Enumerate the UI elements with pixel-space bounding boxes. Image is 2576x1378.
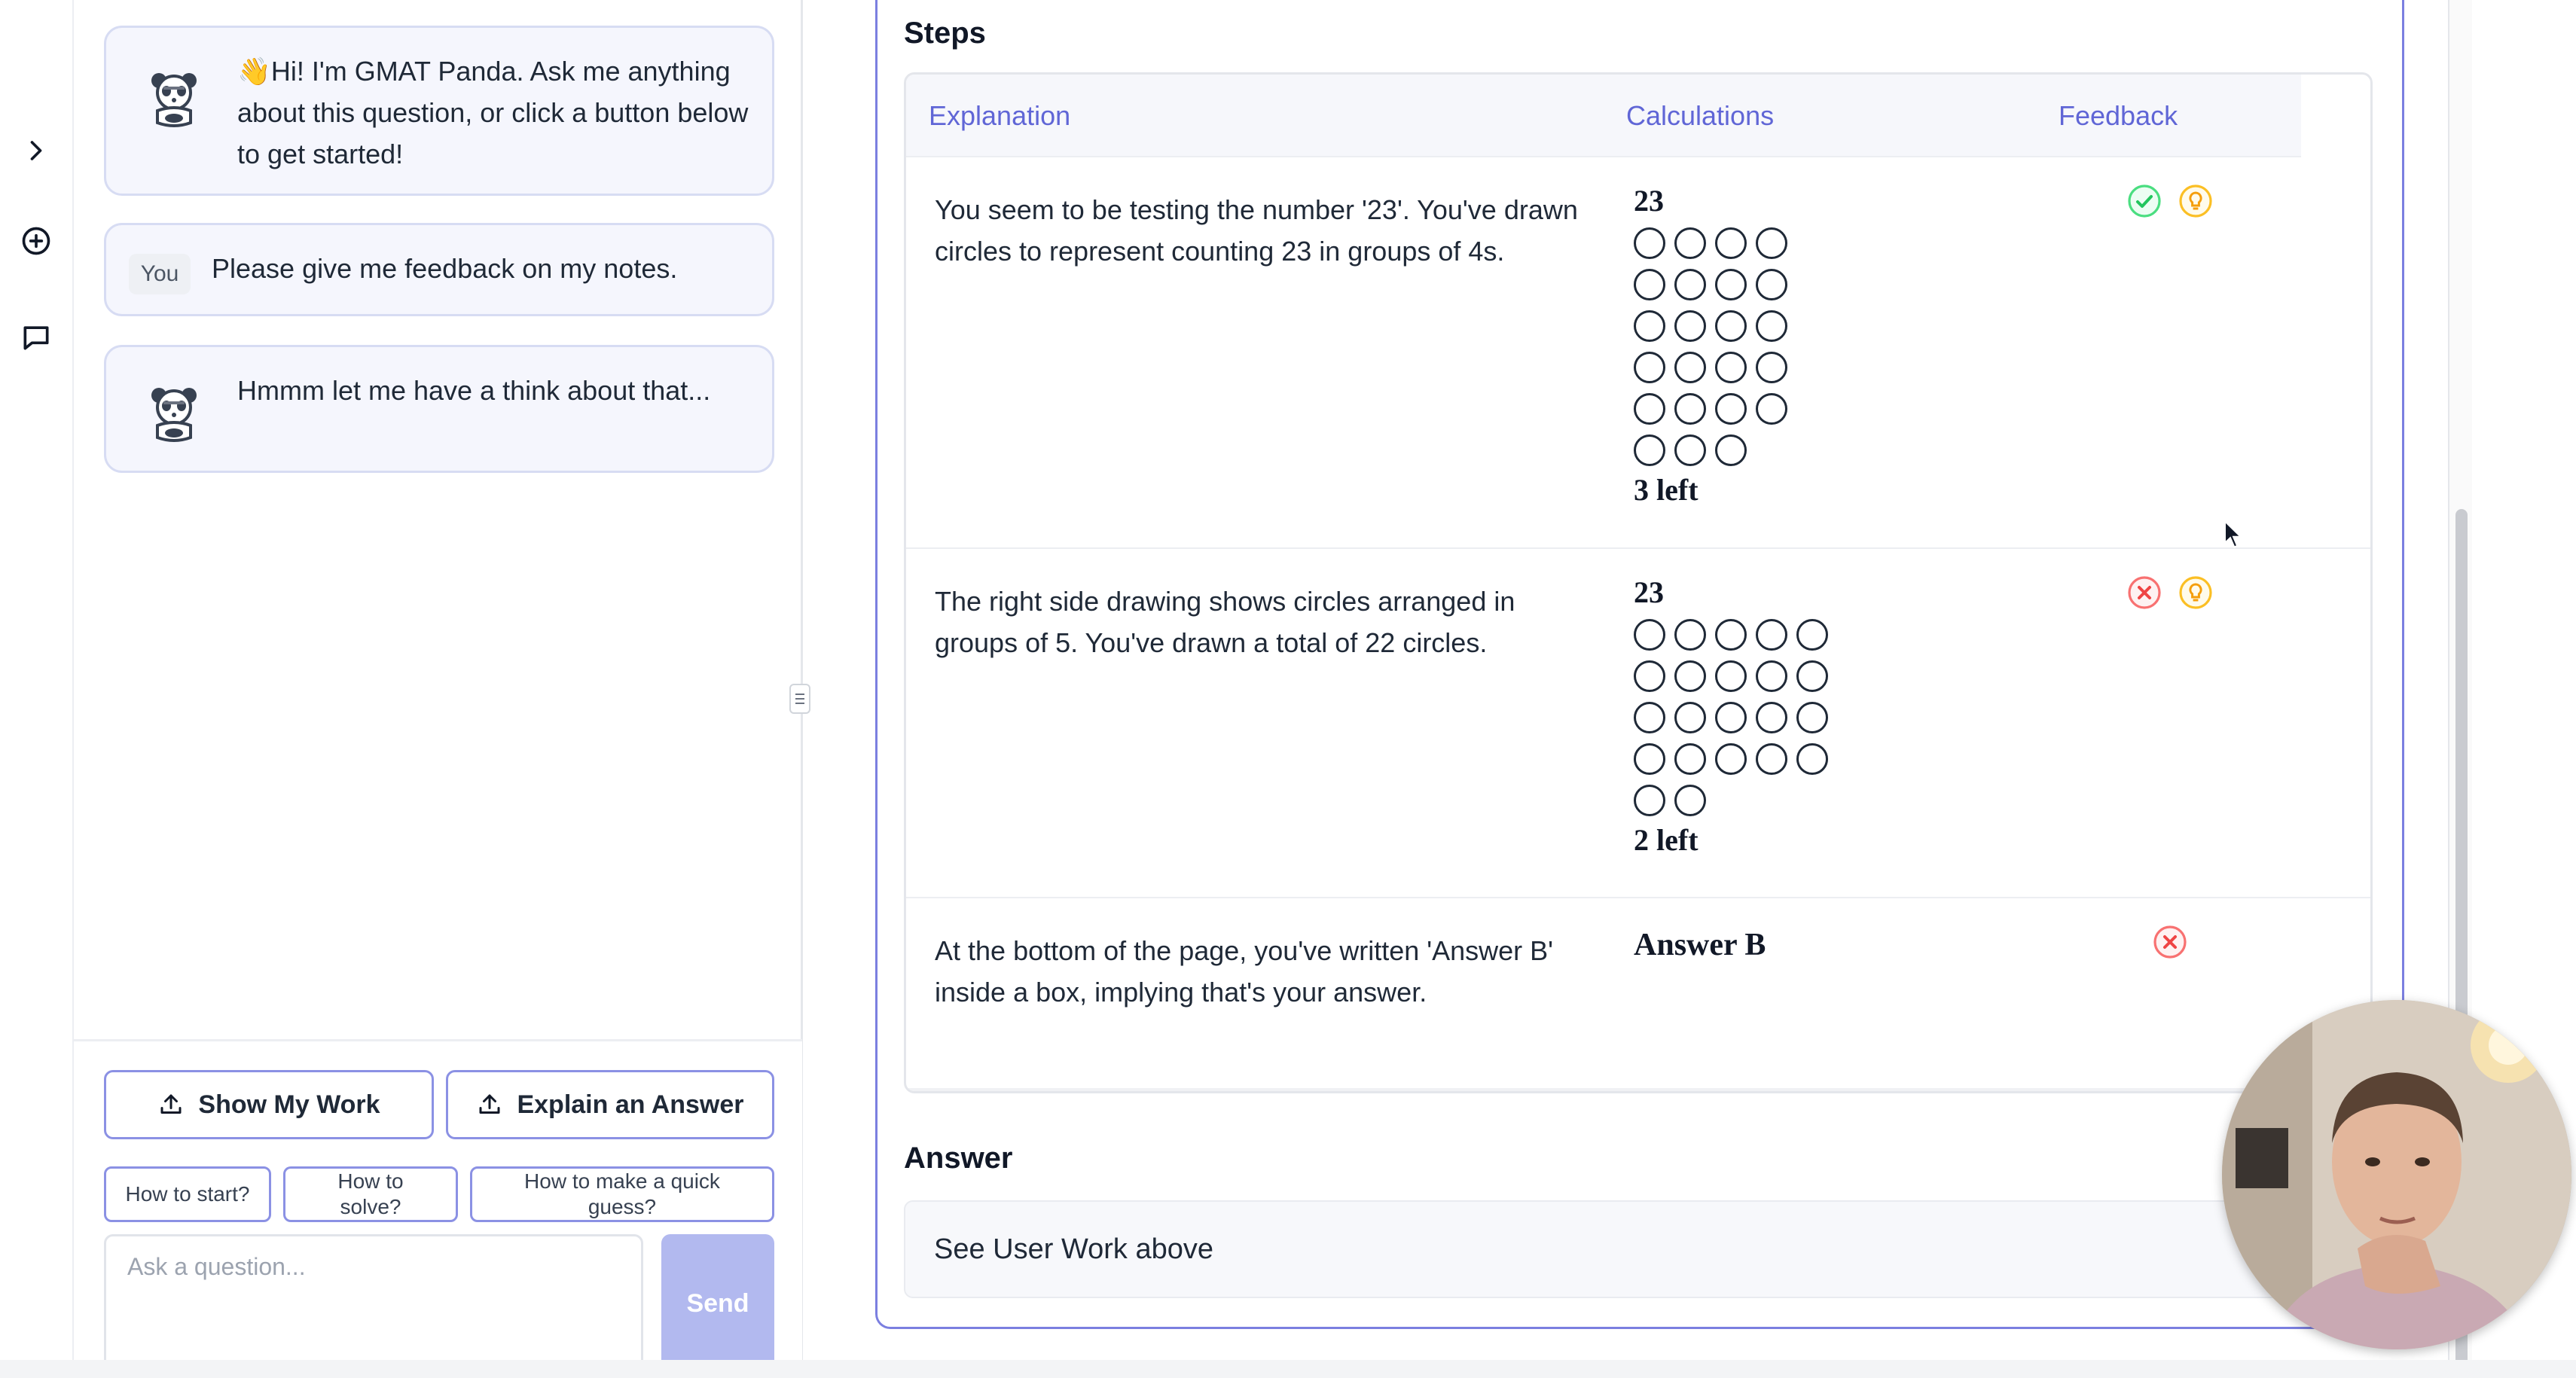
circle-mark xyxy=(1756,352,1787,383)
circle-row xyxy=(1634,779,1828,821)
assistant-message xyxy=(104,345,774,473)
circle-mark xyxy=(1674,743,1706,775)
explain-answer-button[interactable]: Explain an Answer xyxy=(446,1070,774,1139)
circle-row xyxy=(1634,738,1828,779)
step-calculation xyxy=(1634,924,1766,966)
circle-mark xyxy=(1674,619,1706,651)
circle-mark xyxy=(1715,434,1747,466)
mouse-cursor-icon xyxy=(2222,520,2245,550)
answer-heading: Answer xyxy=(904,1142,1013,1175)
message-square-icon[interactable] xyxy=(9,310,63,364)
circle-drawing xyxy=(1634,614,1828,821)
calc-answer: Answer B xyxy=(1634,928,1766,962)
circle-mark xyxy=(1715,660,1747,692)
x-circle-icon[interactable] xyxy=(2126,575,2162,611)
circle-mark xyxy=(1715,310,1747,342)
circle-mark xyxy=(1634,227,1665,259)
circle-mark xyxy=(1674,227,1706,259)
steps-heading: Steps xyxy=(904,17,986,50)
circle-mark xyxy=(1715,269,1747,300)
webcam-overlay xyxy=(2222,1000,2571,1349)
circle-mark xyxy=(1634,702,1665,733)
circle-mark xyxy=(1634,660,1665,692)
x-circle-icon[interactable] xyxy=(2152,924,2188,960)
circle-row xyxy=(1634,346,1787,388)
presenter-video-image xyxy=(2222,1000,2571,1349)
step-calculation xyxy=(1634,180,1787,510)
circle-mark xyxy=(1796,702,1828,733)
wave-emoji: 👋 xyxy=(237,56,271,87)
feedback-icons xyxy=(2126,183,2214,219)
circle-mark xyxy=(1674,434,1706,466)
circle-mark xyxy=(1756,310,1787,342)
step-explanation: The right side drawing shows circles arranged in groups of 5. You've drawn a total of 22 circles. xyxy=(935,586,1515,658)
upload-icon xyxy=(476,1091,503,1118)
column-header-calculations: Calculations xyxy=(1626,100,1775,131)
you-badge: You xyxy=(129,254,191,294)
calc-remainder: 3 left xyxy=(1634,473,1699,507)
circle-mark xyxy=(1634,619,1665,651)
column-header-explanation: Explanation xyxy=(929,100,1071,131)
circle-row xyxy=(1634,429,1787,471)
table-row xyxy=(906,157,2373,549)
feedback-icons xyxy=(2152,924,2188,960)
circle-mark xyxy=(1796,660,1828,692)
column-header-feedback: Feedback xyxy=(2059,100,2178,131)
circle-mark xyxy=(1756,227,1787,259)
panel-resize-handle[interactable] xyxy=(789,684,810,714)
circle-mark xyxy=(1634,352,1665,383)
circle-row xyxy=(1634,614,1828,655)
how-to-start-chip[interactable]: How to start? xyxy=(104,1166,271,1222)
circle-mark xyxy=(1674,702,1706,733)
step-explanation: At the bottom of the page, you've written 'Answer B' inside a box, implying that's your answer. xyxy=(935,935,1554,1008)
circle-mark xyxy=(1634,310,1665,342)
chat-footer xyxy=(74,1039,802,1378)
table-horizontal-scrollbar[interactable] xyxy=(906,1088,2373,1093)
circle-mark xyxy=(1674,393,1706,425)
main-content xyxy=(829,0,2448,1378)
circle-mark xyxy=(1634,393,1665,425)
circle-mark xyxy=(1674,352,1706,383)
circle-mark xyxy=(1715,393,1747,425)
send-button[interactable]: Send xyxy=(661,1234,774,1373)
table-row xyxy=(906,898,2373,1088)
calc-number: 23 xyxy=(1634,184,1664,218)
step-calculation xyxy=(1634,572,1828,860)
lightbulb-icon[interactable] xyxy=(2178,575,2214,611)
bottom-bar xyxy=(0,1360,2576,1378)
circle-mark xyxy=(1715,702,1747,733)
circle-mark xyxy=(1715,619,1747,651)
table-header xyxy=(906,75,2301,157)
circle-mark xyxy=(1796,743,1828,775)
circle-mark xyxy=(1756,619,1787,651)
circle-mark xyxy=(1796,619,1828,651)
quick-guess-chip[interactable]: How to make a quick guess? xyxy=(470,1166,774,1222)
icon-rail xyxy=(0,0,72,1378)
step-explanation: You seem to be testing the number '23'. You've drawn circles to represent counting 23 in groups of 4s. xyxy=(935,194,1578,267)
chevron-right-icon[interactable] xyxy=(9,123,63,178)
circle-mark xyxy=(1756,660,1787,692)
user-message xyxy=(104,223,774,316)
circle-mark xyxy=(1634,434,1665,466)
steps-table xyxy=(904,72,2373,1093)
circle-mark xyxy=(1634,269,1665,300)
panda-avatar-icon xyxy=(144,69,204,129)
message-text: Please give me feedback on my notes. xyxy=(212,253,678,284)
circle-mark xyxy=(1634,785,1665,816)
circle-mark xyxy=(1715,743,1747,775)
circle-row xyxy=(1634,388,1787,429)
plus-circle-icon[interactable] xyxy=(9,214,63,268)
answer-box xyxy=(904,1200,2373,1298)
circle-mark xyxy=(1756,743,1787,775)
circle-mark xyxy=(1715,227,1747,259)
circle-mark xyxy=(1756,269,1787,300)
message-text: 👋Hi! I'm GMAT Panda. Ask me anything about this question, or click a button below to get started! xyxy=(237,56,749,169)
circle-mark xyxy=(1756,702,1787,733)
ask-question-input[interactable] xyxy=(104,1234,643,1373)
calc-number: 23 xyxy=(1634,575,1664,609)
circle-mark xyxy=(1674,310,1706,342)
calc-remainder: 2 left xyxy=(1634,823,1699,857)
circle-mark xyxy=(1674,660,1706,692)
chat-panel xyxy=(72,0,803,1378)
circle-mark xyxy=(1634,743,1665,775)
lightbulb-icon[interactable] xyxy=(2178,183,2214,219)
show-my-work-button[interactable]: Show My Work xyxy=(104,1070,434,1139)
circle-drawing xyxy=(1634,222,1787,471)
circle-row xyxy=(1634,305,1787,346)
feedback-icons xyxy=(2126,575,2214,611)
answer-text: See User Work above xyxy=(934,1233,1214,1265)
circle-mark xyxy=(1756,393,1787,425)
circle-row xyxy=(1634,655,1828,697)
circle-row xyxy=(1634,222,1787,264)
check-circle-icon[interactable] xyxy=(2126,183,2162,219)
circle-mark xyxy=(1715,352,1747,383)
message-text: Hmmm let me have a think about that... xyxy=(237,375,711,406)
table-row xyxy=(906,549,2373,898)
circle-row xyxy=(1634,697,1828,738)
circle-mark xyxy=(1674,785,1706,816)
circle-row xyxy=(1634,264,1787,305)
how-to-solve-chip[interactable]: How to solve? xyxy=(283,1166,458,1222)
assistant-message xyxy=(104,26,774,196)
upload-icon xyxy=(157,1091,185,1118)
circle-mark xyxy=(1674,269,1706,300)
panda-avatar-icon xyxy=(144,383,204,444)
